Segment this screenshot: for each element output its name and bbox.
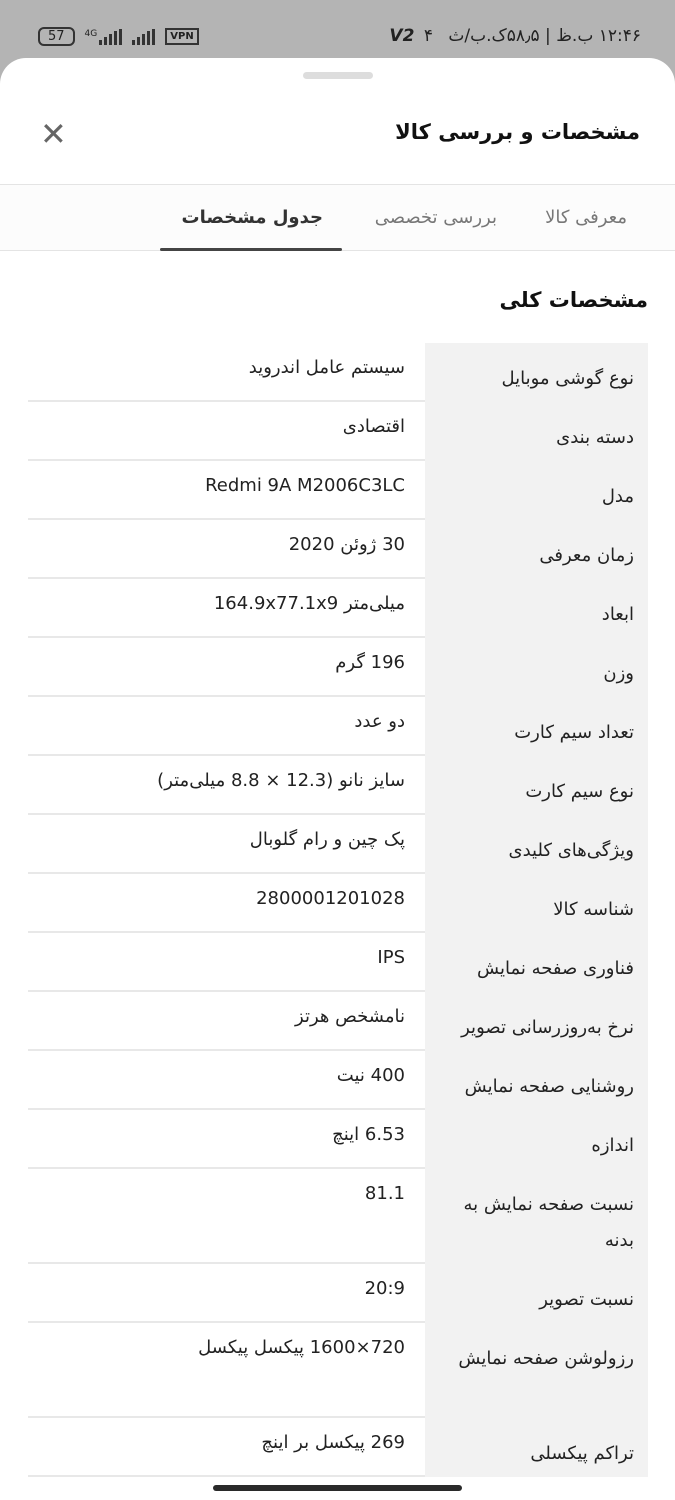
spec-row <box>28 1051 648 1110</box>
spec-row <box>28 874 648 933</box>
active-tab-indicator <box>160 248 342 251</box>
spec-value: سیستم عامل اندروید <box>248 357 405 378</box>
home-indicator[interactable] <box>213 1485 462 1491</box>
spec-row <box>28 638 648 697</box>
spec-label: رزولوشن صفحه نمایش <box>425 1323 648 1418</box>
spec-value: 720×1600 پیکسل پیکسل <box>198 1337 405 1358</box>
spec-row <box>28 520 648 579</box>
vpn-icon: VPN <box>165 28 198 45</box>
status-bar <box>0 0 675 60</box>
spec-row <box>28 992 648 1051</box>
spec-row <box>28 933 648 992</box>
spec-label: نسبت صفحه نمایش به بدنه <box>425 1169 648 1264</box>
signal-icon <box>132 29 155 45</box>
spec-row <box>28 402 648 461</box>
battery-icon: 57 <box>38 27 75 46</box>
spec-label: نسبت تصویر <box>425 1264 648 1323</box>
tab-product-intro[interactable]: معرفی کالا <box>545 207 627 228</box>
network-type: 4G <box>84 28 98 39</box>
sheet-title: مشخصات و بررسی کالا <box>395 120 640 144</box>
tab-specs-table[interactable]: جدول مشخصات <box>181 207 323 228</box>
specs-table <box>28 343 648 1477</box>
close-icon[interactable]: ✕ <box>40 115 67 153</box>
spec-value: 2800001201028 <box>256 888 405 909</box>
spec-label: دسته بندی <box>425 402 648 461</box>
spec-value: دو عدد <box>354 711 405 732</box>
spec-label: زمان معرفی <box>425 520 648 579</box>
spec-label: روشنایی صفحه نمایش <box>425 1051 648 1110</box>
spec-row <box>28 1418 648 1477</box>
spec-label: مدل <box>425 461 648 520</box>
drag-handle[interactable] <box>303 72 373 79</box>
v2-icon: V2 <box>389 26 415 46</box>
tab-expert-review[interactable]: بررسی تخصصی <box>374 207 497 228</box>
spec-label: ابعاد <box>425 579 648 638</box>
spec-label: تعداد سیم کارت <box>425 697 648 756</box>
status-time <box>389 26 641 46</box>
spec-value: میلی‌متر 164.9x77.1x9 <box>213 593 405 614</box>
spec-value: 20:9 <box>364 1278 405 1299</box>
spec-label: شناسه کالا <box>425 874 648 933</box>
spec-value: 6.53 اینچ <box>332 1124 405 1145</box>
tab-bar <box>0 184 675 251</box>
spec-label: وزن <box>425 638 648 697</box>
spec-value: 30 ژوئن 2020 <box>288 534 405 555</box>
spec-row <box>28 756 648 815</box>
spec-label: نرخ به‌روزرسانی تصویر <box>425 992 648 1051</box>
notification-count: ۴ <box>423 26 433 46</box>
spec-label: تراکم پیکسلی <box>425 1418 648 1477</box>
spec-row <box>28 461 648 520</box>
spec-row <box>28 1169 648 1264</box>
spec-row <box>28 815 648 874</box>
spec-value: پک چین و رام گلوبال <box>249 829 405 850</box>
spec-row <box>28 1264 648 1323</box>
spec-label: ویژگی‌های کلیدی <box>425 815 648 874</box>
spec-row <box>28 579 648 638</box>
signal-4g-icon <box>85 29 123 45</box>
spec-value: اقتصادی <box>342 416 405 437</box>
spec-value: IPS <box>377 947 405 968</box>
spec-label: نوع سیم کارت <box>425 756 648 815</box>
spec-label: اندازه <box>425 1110 648 1169</box>
spec-row <box>28 1323 648 1418</box>
specs-bottom-sheet <box>0 58 675 1500</box>
spec-row <box>28 1110 648 1169</box>
spec-label: نوع گوشی موبایل <box>425 343 648 402</box>
clock-text: ۱۲:۴۶ ب.ظ | ۵۸٫۵ک.ب/ث <box>448 26 641 46</box>
spec-value: 400 نیت <box>336 1065 405 1086</box>
spec-value: 196 گرم <box>335 652 405 673</box>
spec-value: 81.1 <box>364 1183 405 1204</box>
spec-row <box>28 343 648 402</box>
section-title: مشخصات کلی <box>499 288 648 312</box>
spec-value: Redmi 9A M2006C3LC <box>205 475 405 496</box>
spec-value: 269 پیکسل بر اینچ <box>261 1432 405 1453</box>
spec-value: نامشخص هرتز <box>295 1006 405 1027</box>
spec-row <box>28 697 648 756</box>
spec-label: فناوری صفحه نمایش <box>425 933 648 992</box>
spec-value: سایز نانو (12.3 × 8.8 میلی‌متر) <box>157 770 405 791</box>
